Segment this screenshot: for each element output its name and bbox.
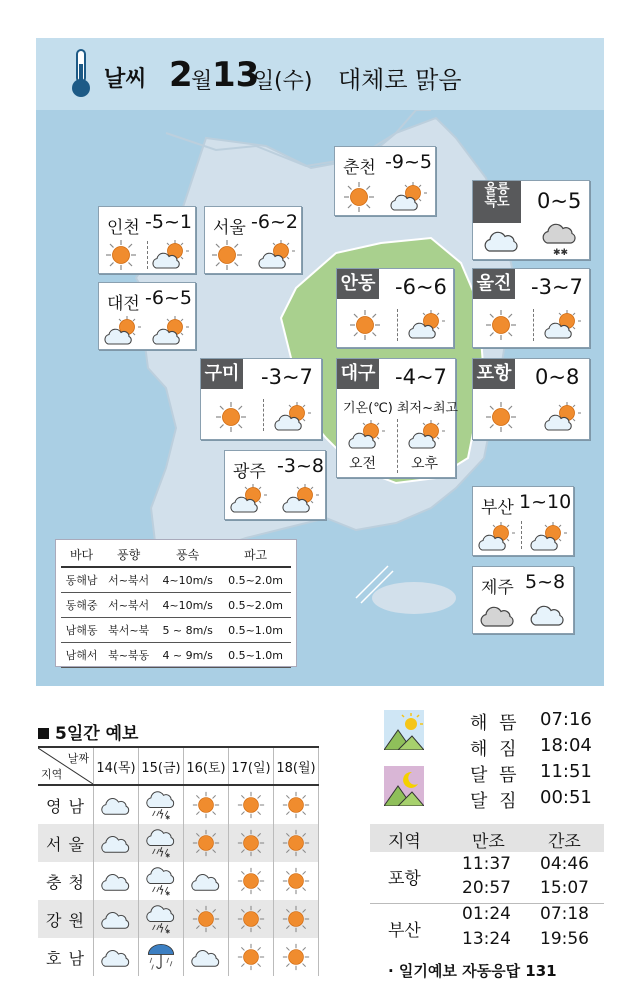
wind-direction: 북~북동 (102, 643, 155, 668)
partly-cloudy-icon (257, 239, 295, 271)
partly-cloudy-icon (151, 315, 189, 347)
day-header: 18(월) (274, 747, 319, 785)
sun-icon (282, 791, 310, 819)
moonset-time: 00:51 (540, 787, 592, 808)
forecast-cell (229, 938, 274, 976)
cloudy-icon (529, 599, 567, 629)
city-temp: -6~5 (145, 287, 192, 309)
tide-region: 부산 (388, 921, 421, 941)
forecast-region: 영 남 (38, 785, 94, 824)
sea-row (61, 567, 291, 593)
thunder-snow-icon (145, 828, 177, 858)
city-name: 인천 (107, 218, 140, 238)
city-temp: 1~10 (519, 491, 572, 513)
city-tag: 구미 (201, 359, 243, 389)
moonrise-icon (384, 766, 424, 806)
sea-row (61, 593, 291, 618)
forecast-region: 충 청 (38, 862, 94, 900)
thunder-snow-icon (145, 790, 177, 820)
low-tide-time: 15:07 (540, 878, 589, 898)
forecast-region: 강 원 (38, 900, 94, 938)
forecast-cell (94, 785, 139, 824)
forecast-cell (229, 900, 274, 938)
day-header: 16(토) (184, 747, 229, 785)
forecast-title (38, 719, 138, 744)
forecast-title-text: 5일간 예보 (55, 724, 139, 744)
city-temp: -6~6 (395, 275, 447, 299)
forecast-cell (274, 862, 319, 900)
forecast-cell (139, 900, 184, 938)
city-card-uljin (472, 268, 590, 348)
sun-icon (237, 943, 265, 971)
low-tide-time: 04:46 (540, 854, 589, 874)
moonrise-time: 11:51 (540, 761, 592, 782)
city-card-seoul (204, 206, 302, 274)
sunrise-label: 해 뜸 (470, 713, 520, 734)
city-card-ulleung (472, 180, 590, 260)
wind-direction: 서~북서 (102, 593, 155, 618)
partly-cloudy-icon (281, 483, 319, 515)
sun-icon (192, 905, 220, 933)
city-card-andong (336, 268, 454, 348)
sun-icon (237, 829, 265, 857)
city-temp: -3~7 (531, 275, 583, 299)
month-number: 2 (169, 55, 193, 95)
sea-conditions-panel (55, 539, 297, 667)
city-temp: -3~8 (277, 455, 324, 477)
forecast-cell (274, 900, 319, 938)
umbrella-rain-icon (145, 942, 177, 972)
partly-cloudy-icon (543, 309, 581, 341)
city-name: 춘천 (343, 158, 376, 178)
day-header: 14(목) (94, 747, 139, 785)
wind-speed: 4~10m/s (155, 567, 220, 593)
sunset-label: 해 짐 (470, 739, 520, 760)
city-temp: 0~5 (537, 189, 582, 213)
forecast-cell (184, 785, 229, 824)
divider (263, 399, 264, 431)
sun-icon (105, 239, 137, 271)
sea-row (61, 618, 291, 643)
sea-header: 풍속 (155, 543, 220, 567)
sunrise-icon (384, 710, 424, 750)
partly-cloudy-icon (100, 868, 132, 894)
high-tide-time: 13:24 (462, 929, 511, 949)
city-temp: -5~1 (145, 211, 192, 233)
city-temp: -6~2 (251, 211, 298, 233)
city-card-chuncheon (334, 146, 436, 216)
city-temp: -3~7 (261, 365, 313, 389)
moonset-label: 달 짐 (470, 791, 520, 812)
city-name: 부산 (481, 498, 514, 518)
forecast-cell (184, 862, 229, 900)
forecast-cell (94, 900, 139, 938)
day-header: 15(금) (139, 747, 184, 785)
cloudy-icon (479, 601, 517, 629)
city-card-incheon (98, 206, 196, 274)
high-tide-time: 11:37 (462, 854, 511, 874)
tide-header-region: 지역 (388, 832, 421, 852)
partly-cloudy-icon (151, 239, 189, 271)
forecast-row (38, 900, 319, 938)
divider (397, 309, 398, 341)
sun-icon (237, 905, 265, 933)
forecast-cell (229, 862, 274, 900)
sun-icon (211, 239, 243, 271)
wave-height: 0.5~2.0m (220, 567, 291, 593)
high-tide-time: 20:57 (462, 878, 511, 898)
city-name: 서울 (213, 218, 246, 238)
high-tide-time: 01:24 (462, 904, 511, 924)
cloud-snow-icon (541, 221, 579, 257)
partly-cloudy-icon (407, 419, 445, 451)
divider (147, 241, 148, 269)
tide-header-high: 만조 (472, 832, 505, 852)
partly-cloudy-icon (100, 792, 132, 818)
wind-speed: 4 ~ 9m/s (155, 643, 220, 668)
sun-icon (282, 905, 310, 933)
city-name: 광주 (233, 462, 266, 482)
moonrise-label: 달 뜸 (470, 765, 520, 786)
city-temp: -9~5 (385, 151, 432, 173)
tide-region: 포항 (388, 869, 421, 889)
forecast-table (38, 746, 319, 976)
city-temp: -4~7 (395, 365, 447, 389)
partly-cloudy-icon (273, 401, 311, 433)
sea-area: 동해남 (61, 567, 102, 593)
forecast-cell (139, 785, 184, 824)
city-tag: 포항 (473, 359, 515, 389)
partly-cloudy-icon (543, 401, 581, 433)
partly-cloudy-icon (389, 181, 427, 213)
sea-conditions-table (61, 543, 291, 668)
partly-cloudy-icon (190, 868, 222, 894)
temp-legend: 기온(℃) 최저~최고 (343, 401, 459, 416)
am-label: 오전 (349, 456, 377, 472)
corner-date: 날짜 (67, 752, 89, 765)
day-header: 17(일) (229, 747, 274, 785)
city-temp: 5~8 (525, 571, 566, 593)
forecast-row (38, 862, 319, 900)
sun-icon (192, 829, 220, 857)
partly-cloudy-icon (100, 944, 132, 970)
sunset-time: 18:04 (540, 735, 592, 756)
city-card-gwangju (224, 450, 326, 520)
city-tag: 울릉 독도 (473, 181, 521, 223)
forecast-row (38, 824, 319, 862)
city-tag: 울진 (473, 269, 515, 299)
partly-cloudy-icon (229, 483, 267, 515)
wave-height: 0.5~1.0m (220, 643, 291, 668)
day-number: 13 (212, 55, 260, 95)
cloudy-icon (100, 906, 132, 932)
wave-height: 0.5~2.0m (220, 593, 291, 618)
low-tide-time: 19:56 (540, 929, 589, 949)
sun-icon (215, 401, 247, 433)
sun-icon (282, 867, 310, 895)
wind-speed: 4~10m/s (155, 593, 220, 618)
square-bullet-icon (38, 728, 49, 739)
forecast-cell (184, 824, 229, 862)
wind-direction: 북서~북 (102, 618, 155, 643)
forecast-region: 서 울 (38, 824, 94, 862)
sun-icon (282, 829, 310, 857)
forecast-cell (184, 900, 229, 938)
sea-area: 동해중 (61, 593, 102, 618)
forecast-cell (139, 862, 184, 900)
thermometer-icon (68, 48, 94, 98)
city-card-daegu (336, 358, 459, 478)
forecast-cell (94, 938, 139, 976)
city-card-daejeon (98, 282, 196, 350)
forecast-cell (229, 785, 274, 824)
wind-direction: 서~북서 (102, 567, 155, 593)
forecast-cell (139, 824, 184, 862)
forecast-row (38, 785, 319, 824)
divider (533, 309, 534, 341)
sea-header: 풍향 (102, 543, 155, 567)
forecast-cell (274, 824, 319, 862)
city-temp: 0~8 (535, 365, 580, 389)
divider (521, 521, 522, 549)
weather-label: 날씨 (104, 67, 147, 92)
low-tide-time: 07:18 (540, 904, 589, 924)
sea-row (61, 643, 291, 668)
weather-summary: 대체로 맑음 (338, 66, 462, 94)
partly-cloudy-icon (347, 419, 385, 451)
sea-area: 남해서 (61, 643, 102, 668)
footer-hotline: · 일기예보 자동응답 131 (388, 962, 557, 980)
forecast-cell (139, 938, 184, 976)
city-card-jeju (472, 566, 574, 634)
city-tag: 안동 (337, 269, 379, 299)
city-card-gumi (200, 358, 322, 440)
forecast-cell (274, 938, 319, 976)
wind-speed: 5 ~ 8m/s (155, 618, 220, 643)
thunder-snow-icon (145, 866, 177, 896)
forecast-cell (94, 862, 139, 900)
corner-cell (38, 747, 94, 785)
forecast-cell (94, 824, 139, 862)
forecast-cell (274, 785, 319, 824)
sun-icon (485, 401, 517, 433)
forecast-cell (229, 824, 274, 862)
day-unit: 일 (253, 69, 275, 94)
wave-height: 0.5~1.0m (220, 618, 291, 643)
tide-header-low: 간조 (548, 832, 581, 852)
sun-icon (485, 309, 517, 341)
sea-area: 남해동 (61, 618, 102, 643)
partly-cloudy-icon (477, 521, 515, 553)
corner-region: 지역 (41, 768, 63, 781)
city-card-pohang (472, 358, 590, 440)
city-card-busan (472, 486, 574, 556)
sun-icon (192, 791, 220, 819)
partly-cloudy-icon (103, 315, 141, 347)
sun-icon (237, 867, 265, 895)
city-tag: 대구 (337, 359, 379, 389)
sea-header: 파고 (220, 543, 291, 567)
sun-icon (349, 309, 381, 341)
city-name: 제주 (481, 578, 514, 598)
cloudy-icon (100, 830, 132, 856)
weekday: (수) (274, 69, 313, 94)
city-name: 대전 (107, 294, 140, 314)
sea-header: 바다 (61, 543, 102, 567)
divider (397, 419, 398, 473)
sun-icon (343, 181, 375, 213)
month-unit: 월 (191, 69, 213, 94)
thunder-snow-icon (145, 904, 177, 934)
partly-cloudy-icon (529, 521, 567, 553)
sun-icon (237, 791, 265, 819)
title-bar (36, 38, 604, 110)
forecast-row (38, 938, 319, 976)
sun-icon (282, 943, 310, 971)
forecast-region: 호 남 (38, 938, 94, 976)
partly-cloudy-icon (407, 309, 445, 341)
sunrise-time: 07:16 (540, 709, 592, 730)
partly-cloudy-icon (190, 944, 222, 970)
pm-label: 오후 (411, 456, 439, 472)
forecast-cell (184, 938, 229, 976)
cloudy-icon (483, 225, 521, 255)
